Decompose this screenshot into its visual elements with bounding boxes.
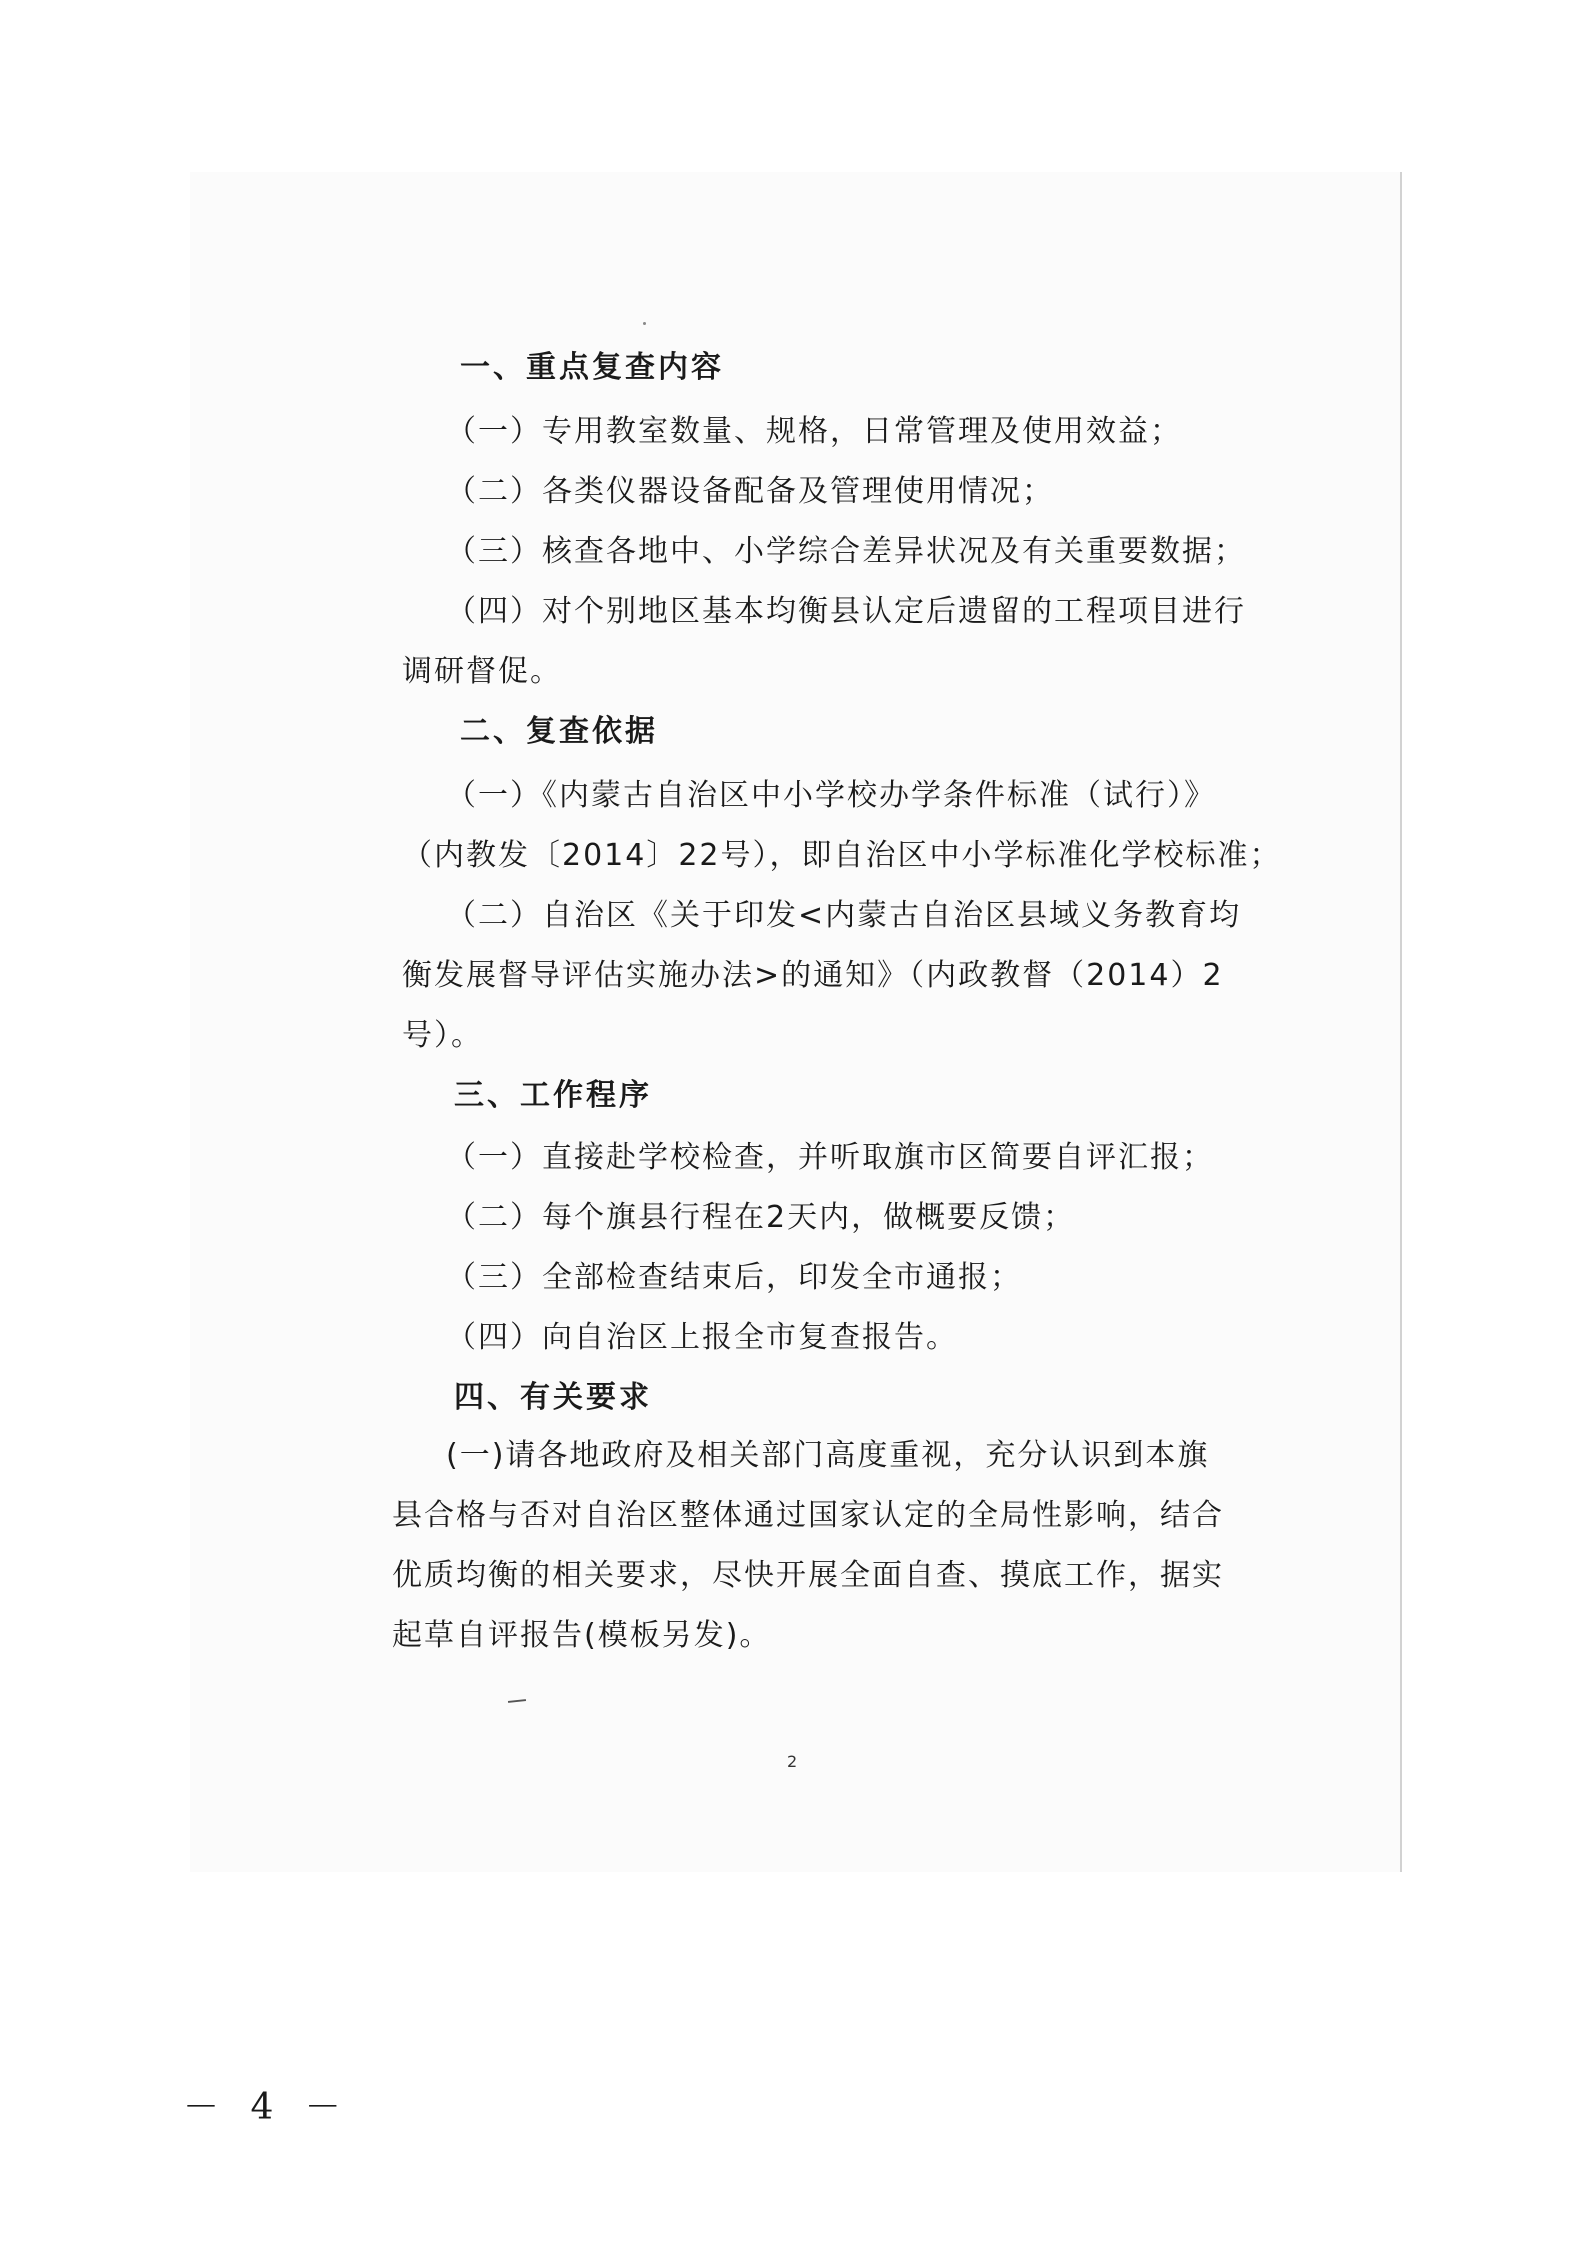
footer-page-number: － 4 －: [183, 2087, 351, 2128]
section-4-item-1-cont-3: 起草自评报告(模板另发)。: [392, 1618, 772, 1653]
section-heading-2: 二、复查依据: [460, 714, 658, 749]
section-4-item-1-cont-2: 优质均衡的相关要求，尽快开展全面自查、摸底工作，据实: [392, 1558, 1224, 1593]
section-heading-4: 四、有关要求: [454, 1380, 652, 1415]
section-3-item-2: （二）每个旗县行程在2天内，做概要反馈；: [446, 1200, 1076, 1235]
section-2-item-1-cont: （内教发〔2014〕22号），即自治区中小学标准化学校标准；: [402, 838, 1282, 873]
section-2-item-2-end: 号）。: [402, 1018, 483, 1053]
section-2-item-1: （一）《内蒙古自治区中小学校办学条件标准（试行）》: [446, 778, 1216, 813]
section-4-item-1: (一)请各地政府及相关部门高度重视，充分认识到本旗: [446, 1438, 1210, 1473]
section-1-item-4-cont: 调研督促。: [402, 654, 562, 689]
section-1-item-3: （三）核查各地中、小学综合差异状况及有关重要数据；: [446, 534, 1246, 569]
section-1-item-4: （四）对个别地区基本均衡县认定后遗留的工程项目进行: [446, 594, 1246, 629]
section-3-item-3: （三）全部检查结束后，印发全市通报；: [446, 1260, 1022, 1295]
section-3-item-4: （四）向自治区上报全市复查报告。: [446, 1320, 958, 1355]
section-1-item-2: （二）各类仪器设备配备及管理使用情况；: [446, 474, 1054, 509]
section-4-item-1-cont-1: 县合格与否对自治区整体通过国家认定的全局性影响，结合: [392, 1498, 1224, 1533]
section-3-item-1: （一）直接赴学校检查，并听取旗市区简要自评汇报；: [446, 1140, 1214, 1175]
section-2-item-2: （二）自治区《关于印发<内蒙古自治区县域义务教育均: [446, 898, 1242, 933]
section-2-item-2-cont: 衡发展督导评估实施办法>的通知》（内政教督（2014）2: [402, 958, 1224, 993]
inner-page-number: 2: [787, 1752, 798, 1771]
section-1-item-1: （一）专用教室数量、规格，日常管理及使用效益；: [446, 414, 1182, 449]
section-heading-3: 三、工作程序: [454, 1078, 652, 1113]
section-heading-1: 一、重点复查内容: [460, 350, 724, 385]
scan-speck: [643, 322, 646, 325]
